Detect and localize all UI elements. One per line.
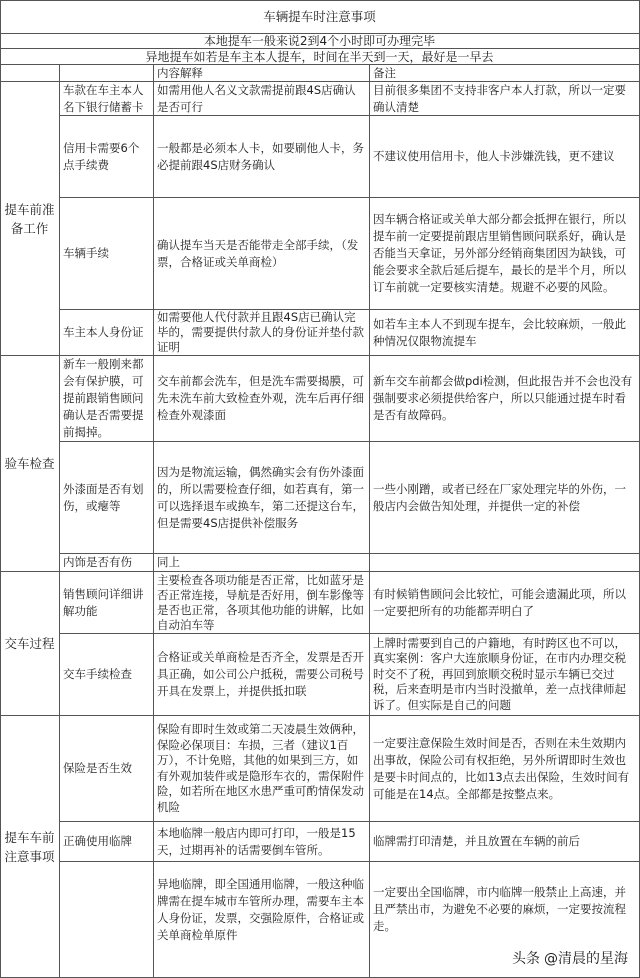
item-temp-plate: 正确使用临牌 — [60, 822, 154, 862]
section-before: 提车车前注意事项 — [0, 716, 60, 978]
item-bank-card: 车款在车主本人名下银行储蓄卡 — [60, 82, 154, 116]
note-remote-pickup: 异地提车如若是车主本人提车，时间在半天到一天，最好是一早去 — [0, 49, 640, 65]
content-credit-card: 一般都是必须本人卡，如要刷他人卡，务必提前跟4S店财务确认 — [154, 116, 370, 198]
item-insurance: 保险是否生效 — [60, 716, 154, 822]
content-insurance: 保险有即时生效或第二天凌晨生效俩种，保险必保项目：车损，三者（建议1百万），不计免赔，其他的如果到三方，如有外观加装件或是隐形车衣的，需保附件险，如若所在地区水患严重可酌情保发动机险 — [154, 716, 370, 822]
content-temp-plate-remote: 异地临牌，即全国通用临牌，一般这种临牌需在提车城市车管所办理，需要车主本人身份证，发票，交强险原件，合格证或关单商检单原件 — [154, 862, 370, 978]
content-feature-explain: 主要检查各项功能是否正常，比如蓝牙是否正常连接，导航是否好用，倒车影像等是否也正常，各项其他功能的讲解，比如自动泊车等 — [154, 572, 370, 634]
header-content: 内容解释 — [154, 65, 370, 82]
table-title: 车辆提车时注意事项 — [0, 0, 640, 34]
note-local-pickup: 本地提车一般来说2到4个小时即可办理完毕 — [0, 34, 640, 49]
section-prep: 提车前准备工作 — [0, 82, 60, 356]
item-id-card: 车主本人身份证 — [60, 310, 154, 356]
remark-interior — [370, 554, 640, 572]
watermark-account: @清晨的星海 — [544, 951, 628, 967]
item-feature-explain: 销售顾问详细讲解功能 — [60, 572, 154, 634]
content-id-card: 如需要他人代付款并且跟4S店已确认完毕的，需要提供付款人的身份证并垫付款证明 — [154, 310, 370, 356]
header-blank — [0, 65, 60, 82]
remark-bank-card: 目前很多集团不支持非客户本人打款，所以一定要确认清楚 — [370, 82, 640, 116]
item-temp-plate-remote — [60, 862, 154, 978]
watermark — [512, 948, 628, 968]
item-vehicle-docs: 车辆手续 — [60, 198, 154, 310]
content-bank-card: 如需用他人名义文款需提前跟4S店确认是否可行 — [154, 82, 370, 116]
remark-credit-card: 不建议使用信用卡，他人卡涉嫌洗钱，更不建议 — [370, 116, 640, 198]
item-protective-film: 新车一般刚来都会有保护膜，可提前跟销售顾问确认是否需要提前揭掉。 — [60, 356, 154, 442]
content-protective-film: 交车前都会洗车，但是洗车需要揭膜，可先未洗车前大致检查外观，洗车后再仔细检查外观漆面 — [154, 356, 370, 442]
remark-insurance: 一定要注意保险生效时间是否，否则在未生效期内出事故，保险公司有权拒绝，另外所谓即时生效也是要卡时间点的，比如13点去出保险，生效时间有可能是在14点。全部都是按整点来。 — [370, 716, 640, 822]
header-remark: 备注 — [370, 65, 640, 82]
remark-temp-plate-remote: 一定要出全国临牌，市内临牌一般禁止上高速，并且严禁出市，为避免不必要的麻烦，一定要按流程走。 — [370, 862, 640, 978]
section-delivery: 交车过程 — [0, 572, 60, 716]
section-inspect: 验车检查 — [0, 356, 60, 572]
content-temp-plate-local: 本地临牌一般店内即可打印，一般是15天，过期再补的话需要倒车管所。 — [154, 822, 370, 862]
content-interior: 同上 — [154, 554, 370, 572]
header-item — [60, 65, 154, 82]
remark-vehicle-docs: 因车辆合格证或关单大部分都会抵押在银行，所以提车前一定要提前跟店里销售顾问联系好，确认是否能当天拿证，另外部分经销商集团因为缺钱，可能会要求全款后延后提车，最长的是半个月，所以订车前就一定要核实清楚。规避不必要的风险。 — [370, 198, 640, 310]
remark-temp-plate-local: 临牌需打印清楚，并且放置在车辆的前后 — [370, 822, 640, 862]
remark-id-card: 如若车主本人不到现车提车，会比较麻烦，一般此种情况仅限物流提车 — [370, 310, 640, 356]
remark-paint-damage: 一些小刚蹭，或者已经在厂家处理完毕的外伤，一般店内会做告知处理，并提供一定的补偿 — [370, 442, 640, 554]
watermark-platform: 头条 — [512, 951, 540, 967]
item-paint-damage: 外漆面是否有划伤，或瘪等 — [60, 442, 154, 554]
content-vehicle-docs: 确认提车当天是否能带走全部手续，（发票，合格证或关单商检） — [154, 198, 370, 310]
item-credit-card: 信用卡需要6个点手续费 — [60, 116, 154, 198]
remark-protective-film: 新车交车前都会做pdi检测，但此报告并不会也没有强制要求必须提供给客户，所以只能通过提车时看是否有故障码。 — [370, 356, 640, 442]
content-handover-docs: 合格证或关单商检是否齐全，发票是否开具正确，如公司公户抵税，需要公司税号开具在发票上，并提供抵扣联 — [154, 634, 370, 716]
remark-feature-explain: 有时候销售顾问会比较忙，可能会遗漏此项，所以一定要把所有的功能都弄明白了 — [370, 572, 640, 634]
item-handover-docs: 交车手续检查 — [60, 634, 154, 716]
content-paint-damage: 因为是物流运输，偶然确实会有伤外漆面的，所以需要检查仔细，如若真有，第一可以选择退车或换车，第二还提这台车，但是需要4S店提供补偿服务 — [154, 442, 370, 554]
item-interior: 内饰是否有伤 — [60, 554, 154, 572]
remark-handover-docs: 上牌时需要到自己的户籍地，有时跨区也不可以，真实案例：客户大连旅顺身份证，在市内办理交税时交不了税，再回到旅顺交税时显示车辆已交过税，后来查明是市内当时没撤单，差一点找律师起诉了。但实际是自己的问题 — [370, 634, 640, 716]
